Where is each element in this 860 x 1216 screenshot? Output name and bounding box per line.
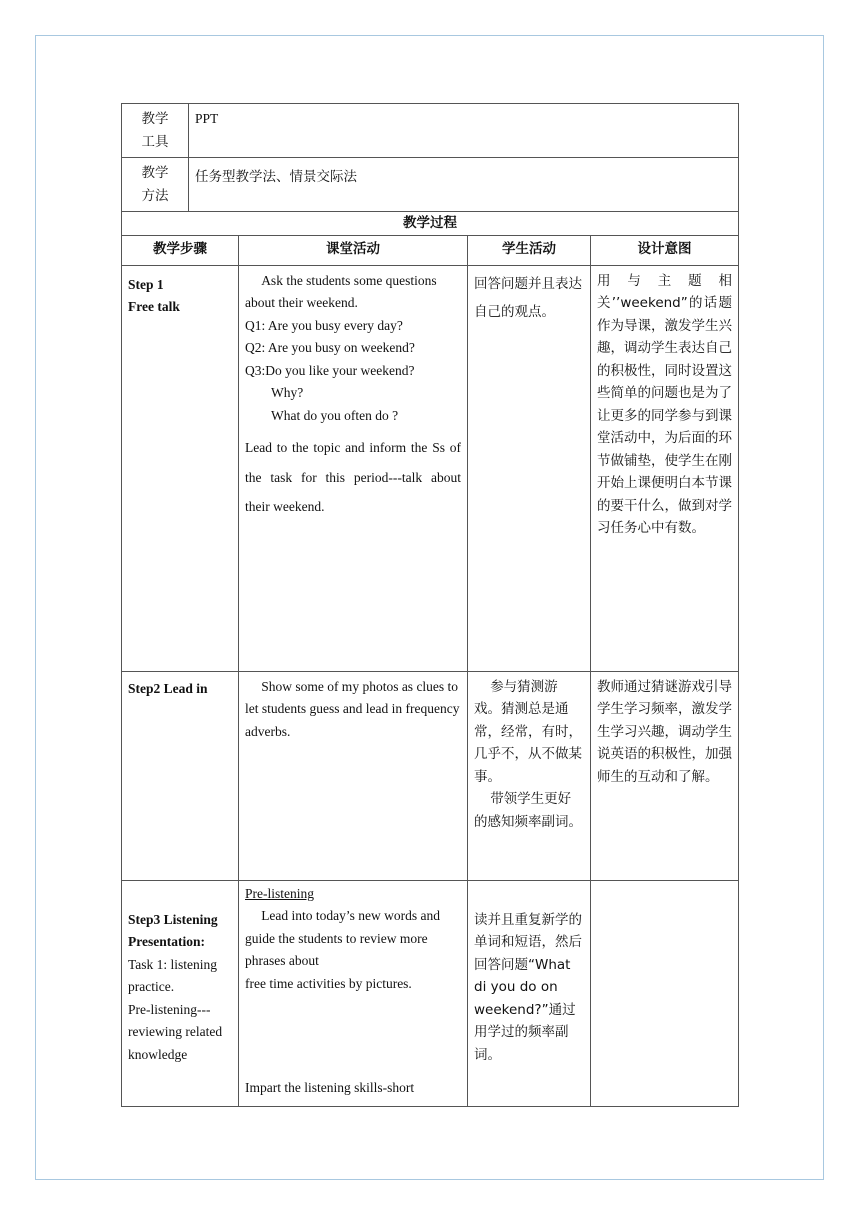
tools-label: 教学 工具 (122, 104, 189, 158)
methods-row (122, 158, 739, 212)
methods-value: 任务型教学法、情景交际法 (189, 158, 739, 212)
step2-student: 参与猜测游戏。猜测总是通常，经常，有时，几乎不，从不做某事。 带领学生更好的感知频率副词。 (468, 671, 591, 880)
step2-title: Step2 Lead in (122, 671, 239, 880)
step3-activity: Pre-listening Lead into today’s new words and guide the students to review more phrases about free time activities by pictures. Impart the listening skills-short (239, 880, 468, 1106)
methods-label: 教学 方法 (122, 158, 189, 212)
tools-row (122, 104, 739, 158)
process-title: 教学过程 (122, 212, 739, 236)
step3-intent (591, 880, 739, 1106)
header-intent: 设计意图 (591, 236, 739, 266)
step3-row (122, 880, 739, 1106)
step2-intent: 教师通过猜谜游戏引导学生学习频率，激发学生学习兴趣，调动学生说英语的积极性，加强师生的互动和了解。 (591, 671, 739, 880)
step2-activity: Show some of my photos as clues to let students guess and lead in frequency adverbs. (239, 671, 468, 880)
lesson-plan-table (121, 103, 739, 1107)
header-row (122, 236, 739, 266)
step1-student: 回答问题并且表达自己的观点。 (468, 265, 591, 671)
header-steps: 教学步骤 (122, 236, 239, 266)
step3-student: 读并且重复新学的单词和短语，然后回答问题“What di you do on weekend?”通过用学过的频率副词。 (468, 880, 591, 1106)
header-activity: 课堂活动 (239, 236, 468, 266)
process-title-row (122, 212, 739, 236)
step1-intent: 用与主题相关’’weekend”的话题作为导课，激发学生兴趣，调动学生表达自己的积极性，同时设置这些简单的问题也是为了让更多的同学参与到课堂活动中，为后面的环节做铺垫，使学生在刚开始上课便明白本节课的要干什么，做到对学习任务心中有数。 (591, 265, 739, 671)
tools-value: PPT (189, 104, 739, 158)
step2-row (122, 671, 739, 880)
step3-title: Step3 Listening Presentation: Task 1: listening practice. Pre-listening---reviewing related knowledge (122, 880, 239, 1106)
header-student: 学生活动 (468, 236, 591, 266)
step1-row (122, 265, 739, 671)
step1-activity: Ask the students some questions about their weekend. Q1: Are you busy every day? Q2: Are you busy on weekend? Q3:Do you like your weekend? Why? What do you often do ? Lead to the topic and inform the Ss of the task for this period---talk about their weekend. (239, 265, 468, 671)
step1-title: Step 1 Free talk (122, 265, 239, 671)
